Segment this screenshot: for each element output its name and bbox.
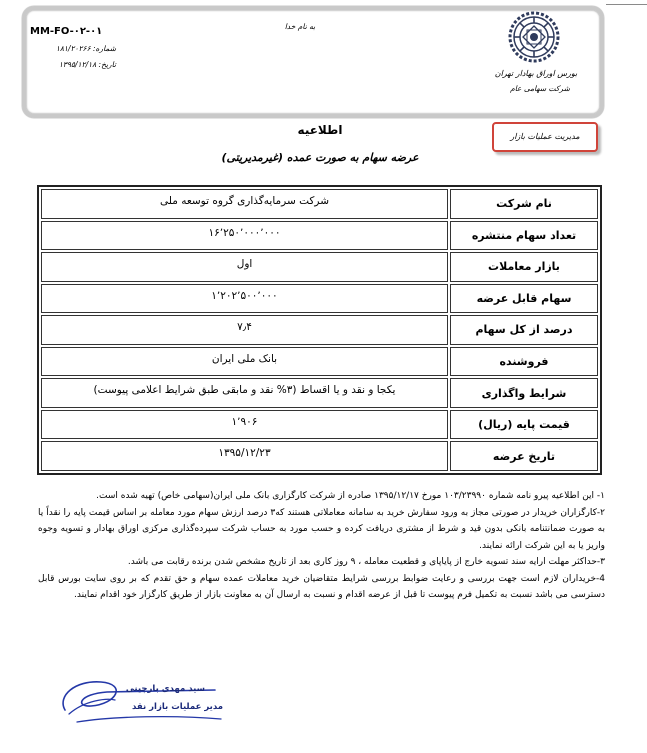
row-value: یکجا و نقد و یا اقساط (۳% نقد و مابقی طبق شرایط اعلامی پیوست) bbox=[41, 378, 448, 408]
tse-emblem-icon bbox=[508, 11, 560, 63]
announcement-subtitle: عرضه سهام به صورت عمده (غیرمدیریتی) bbox=[221, 151, 419, 164]
row-value: اول bbox=[41, 252, 448, 282]
row-label: شرایط واگذاری bbox=[450, 378, 598, 408]
table-row bbox=[41, 252, 598, 282]
note-item: ۱- این اطلاعیه پیرو نامه شماره ۱۰۳/۲۳۹۹۰ مورخ ۱۳۹۵/۱۲/۱۷ صادره از شرکت کارگزاری بانک ملی ایران(سهامی خاص) تهیه شده است. bbox=[96, 491, 605, 501]
row-label: سهام قابل عرضه bbox=[450, 284, 598, 314]
table-row bbox=[41, 284, 598, 314]
row-value: شرکت سرمایه‌گذاری گروه توسعه ملی bbox=[41, 189, 448, 219]
table-row bbox=[41, 441, 598, 471]
page-edge-line bbox=[606, 4, 647, 5]
organization-type: شرکت سهامی عام bbox=[510, 84, 570, 93]
row-value: ۱۳۹۵/۱۲/۲۳ bbox=[41, 441, 448, 471]
table-row bbox=[41, 410, 598, 440]
note-item: ۲-کارگزاران خریدار در صورتی مجاز به ورود سفارش خرید به سامانه معاملاتی هستند که۳ درصد ارزش سهام مورد معامله بر اساس قیمت پایه را نقداً یا به صورت ضمانتنامه بانکی بدون قید و شرط از مشتری دریافت کرده و حسب مورد به حساب شرکت سپرده‌گذاری مرکزی اوراق بهادار و تسویه وجوه واریز یا به این شرکت ارائه نمایند. bbox=[38, 507, 606, 551]
stamp-signatory-name: سید مهدی بارچینی bbox=[125, 684, 205, 694]
note-item: ۳-حداکثر مهلت ارایه سند تسویه خارج از پایاپای و قطعیت معامله ، ۹ روز کاری بعد از تاریخ مشخص شدن برنده رقابت می باشد. bbox=[127, 557, 605, 567]
organization-name: بورس اوراق بهادار تهران bbox=[494, 69, 578, 78]
row-value: ۱۶٬۲۵۰٬۰۰۰٬۰۰۰ bbox=[41, 221, 448, 251]
table-row bbox=[41, 347, 598, 377]
table-row bbox=[41, 221, 598, 251]
row-label: قیمت پایه (ریال) bbox=[450, 410, 598, 440]
letter-number bbox=[38, 44, 116, 53]
row-label: تعداد سهام منتشره bbox=[450, 221, 598, 251]
table-row bbox=[41, 378, 598, 408]
announcement-title: اطلاعیه bbox=[297, 123, 343, 137]
letter-number-label: شماره: bbox=[93, 44, 116, 53]
offering-details-table bbox=[37, 185, 602, 475]
basmala: به نام خدا bbox=[284, 22, 316, 31]
table-row bbox=[41, 189, 598, 219]
department-box: مدیریت عملیات بازار bbox=[492, 122, 598, 152]
row-label: نام شرکت bbox=[450, 189, 598, 219]
row-value: ۱٬۹۰۶ bbox=[41, 410, 448, 440]
notes-section bbox=[38, 488, 605, 604]
letter-number-value: ۱۸۱/۲۰۲۶۶ bbox=[55, 44, 91, 53]
row-label: بازار معاملات bbox=[450, 252, 598, 282]
row-value: بانک ملی ایران bbox=[41, 347, 448, 377]
form-code: MM-FO-۰۲-۰۱ bbox=[30, 26, 103, 37]
handwritten-signature bbox=[55, 670, 225, 730]
row-label: فروشنده bbox=[450, 347, 598, 377]
stamp-signatory-position: مدیر عملیات بازار نقد bbox=[131, 702, 223, 712]
signature-block bbox=[55, 670, 225, 730]
row-value: ۱٬۲۰۲٬۵۰۰٬۰۰۰ bbox=[41, 284, 448, 314]
letter-date-value: ۱۳۹۵/۱۲/۱۸ bbox=[58, 60, 97, 69]
row-label: درصد از کل سهام bbox=[450, 315, 598, 345]
row-value: ۷٫۴ bbox=[41, 315, 448, 345]
row-label: تاریخ عرضه bbox=[450, 441, 598, 471]
table-row bbox=[41, 315, 598, 345]
letter-date-label: تاریخ: bbox=[98, 60, 116, 69]
note-item: 4-خریداران لازم است جهت بررسی و رعایت ضوابط بررسی شرایط متقاضیان خرید معاملات عمده سهام و حق تقدم که بر روی سایت بورس قابل دسترسی می باشد نسبت به تکمیل فرم پیوست تا قبل از عرضه اقدام و نسبت به ارسال آن به معاونت بازار از طریق کارگزار خود اقدام نمایند. bbox=[38, 573, 605, 600]
letter-date bbox=[38, 60, 116, 69]
